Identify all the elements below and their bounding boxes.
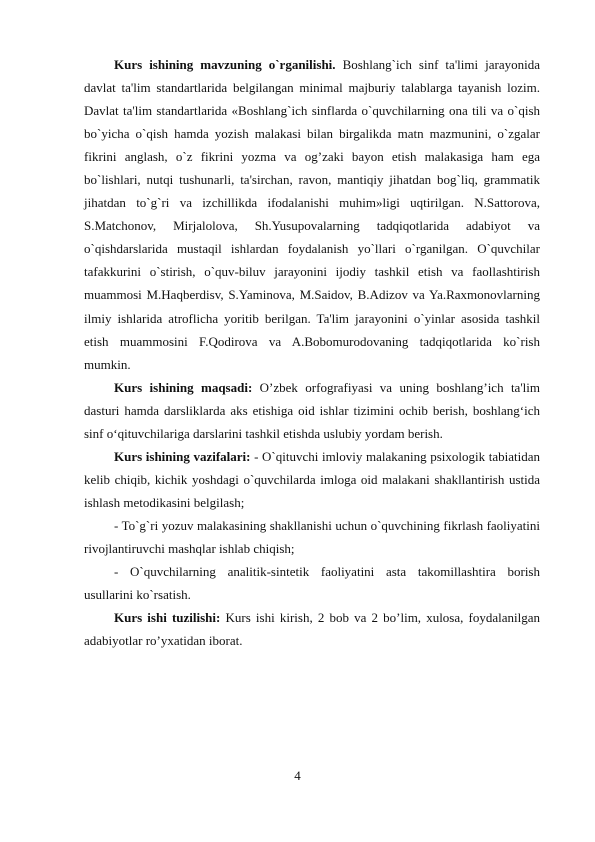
document-page bbox=[84, 53, 540, 652]
paragraph-topic-study bbox=[84, 53, 540, 376]
paragraph-text: - O`qituvchi imloviy malakaning psixologik tabiatidan kelib chiqib, kichik yoshdagi o`quvchilarda imloga oid malakani shakllantirish ustida ishlash metodikasini belgilash; bbox=[84, 448, 540, 510]
task-item-exercises bbox=[84, 514, 540, 560]
paragraph-structure bbox=[84, 606, 540, 652]
heading-structure: Kurs ishi tuzilishi: bbox=[114, 610, 221, 626]
heading-topic-study: Kurs ishining mavzuning o`rganilishi. bbox=[114, 57, 336, 72]
paragraph-text: Kurs ishi kirish, 2 bob va 2 bo’lim, xulosa, foydalanilgan adabiyotlar ro’yxatidan iborat. bbox=[84, 610, 540, 649]
paragraph-tasks bbox=[84, 445, 540, 514]
paragraph-text: Boshlang`ich sinf ta'limi jarayonida davlat ta'lim standartlarida belgilangan minimal majburiy talablarga tayanish lozim. Davlat ta'lim standartlarida «Boshlang`ich sinflarda o`quvchilarning ona tili va o`qish bo`yicha o`qish hamda yozish malakasi bilan birgalikda matn mazmunini, o`zgalar fikrini anglash, o`z fikrini yozma va og’zaki bayon etish malakasiga ham ega bo`lishlari, nutqi tushunarli, ta'sirchan, ravon, mantiqiy jihatdan bog`liq, grammatik jihatdan to`g`ri va izchillikda ifodalanishi muhim»ligi uqtirilgan. N.Sattorova, S.Matchonov, Mirjalolova, Sh.Yusupovalarning tadqiqotlarida adabiyot va o`qishdarslarida mustaqil ishlardan foydalanish yo`llari o`rganilgan. O`quvchilar tafakkurini o`stirish, o`quv-biluv jarayonini ijodiy tashkil etish va faollashtirish muammosi M.Haqberdisv, S.Yaminova, M.Saidov, B.Adizov va Ya.Raxmonovlarning ilmiy ishlarida atroflicha yoritib berilgan. Ta'lim jarayonini o`yinlar asosida tashkil etish muammosini F.Qodirova va A.Bobomurodovaning tadqiqotlarida ko`rish mumkin. bbox=[84, 57, 540, 372]
paragraph-text: O’zbek orfografiyasi va uning boshlang’ich ta'lim dasturi hamda darsliklarda aks etishiga oid ishlar tizimini ochib berish, boshlang‘ich sinf o‘qituvchilariga darslarini tashkil etishda uslubiy yordam berish. bbox=[84, 379, 541, 441]
task-item-text: - O`quvchilarning analitik-sintetik faoliyatini asta takomillashtira borish usullarini ko`rsatish. bbox=[84, 564, 540, 603]
heading-purpose: Kurs ishining maqsadi: bbox=[114, 379, 253, 395]
heading-tasks: Kurs ishining vazifalari: bbox=[114, 448, 251, 464]
task-item-methods bbox=[84, 560, 540, 606]
paragraph-purpose bbox=[84, 376, 540, 445]
task-item-text: - To`g`ri yozuv malakasining shakllanishi uchun o`quvchining fikrlash faoliyatini rivojlantiruvchi mashqlar ishlab chiqish; bbox=[84, 517, 540, 556]
page-number: 4 bbox=[294, 768, 301, 783]
